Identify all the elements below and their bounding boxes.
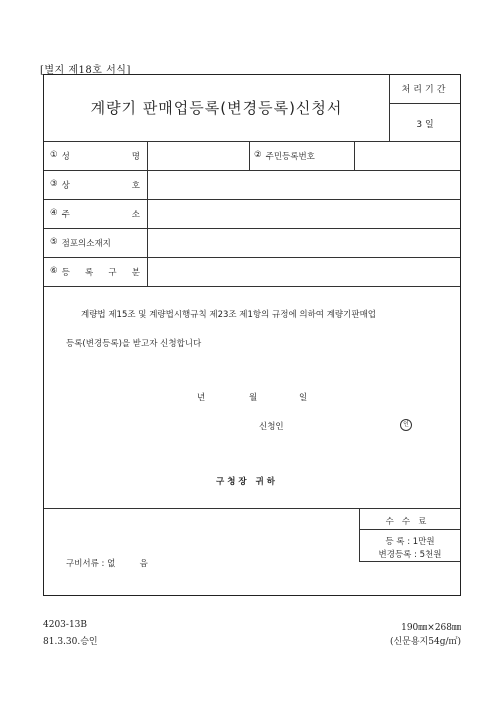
required-documents: 구비서류 : 없 음 <box>66 559 148 569</box>
field-store-location-label: ⑤ 점포의소재지 <box>50 237 111 249</box>
seal-mark: 인 <box>400 419 412 431</box>
form-title: 계량기 판매업등록(변경등록)신청서 <box>90 99 343 117</box>
fee-registration: 등 록 : 1만원 <box>385 537 435 547</box>
approval-date: 81.3.30.승인 <box>43 637 98 647</box>
processing-period-value: 3 일 <box>416 120 434 130</box>
date-year: 년 <box>197 393 206 403</box>
processing-period-label: 처리기간 <box>401 85 449 95</box>
application-form <box>43 74 461 596</box>
applicant-label: 신청인 <box>259 422 284 432</box>
field-address-label: ④ 주 소 <box>50 208 140 220</box>
field-registration-type-label: ⑥ 등 록 구 분 <box>50 266 140 278</box>
statement-line-1: 계량법 제15조 및 계량법시행규칙 제23조 제1항의 규정에 의하여 계량기판매업 <box>81 310 376 320</box>
field-name-label: ① 성 명 <box>50 150 140 162</box>
paper-type: (신문용지54g/㎡) <box>389 637 461 647</box>
paper-size: 190㎜×268㎜ <box>401 623 461 633</box>
date-month: 월 <box>249 393 258 403</box>
field-resident-id-label: ② 주민등록번호 <box>254 150 315 162</box>
fee-change-registration: 변경등록 : 5천원 <box>378 550 442 560</box>
form-code: 4203-13B <box>43 620 88 630</box>
addressee: 구청장 귀하 <box>216 477 279 487</box>
fee-title: 수수료 <box>385 517 435 527</box>
date-day: 일 <box>299 393 308 403</box>
form-number-label: [별지 제18호 서식] <box>40 65 131 76</box>
statement-line-2: 등록(변경등록)을 받고자 신청합니다 <box>66 339 202 349</box>
field-trade-name-label: ③ 상 호 <box>50 179 140 191</box>
